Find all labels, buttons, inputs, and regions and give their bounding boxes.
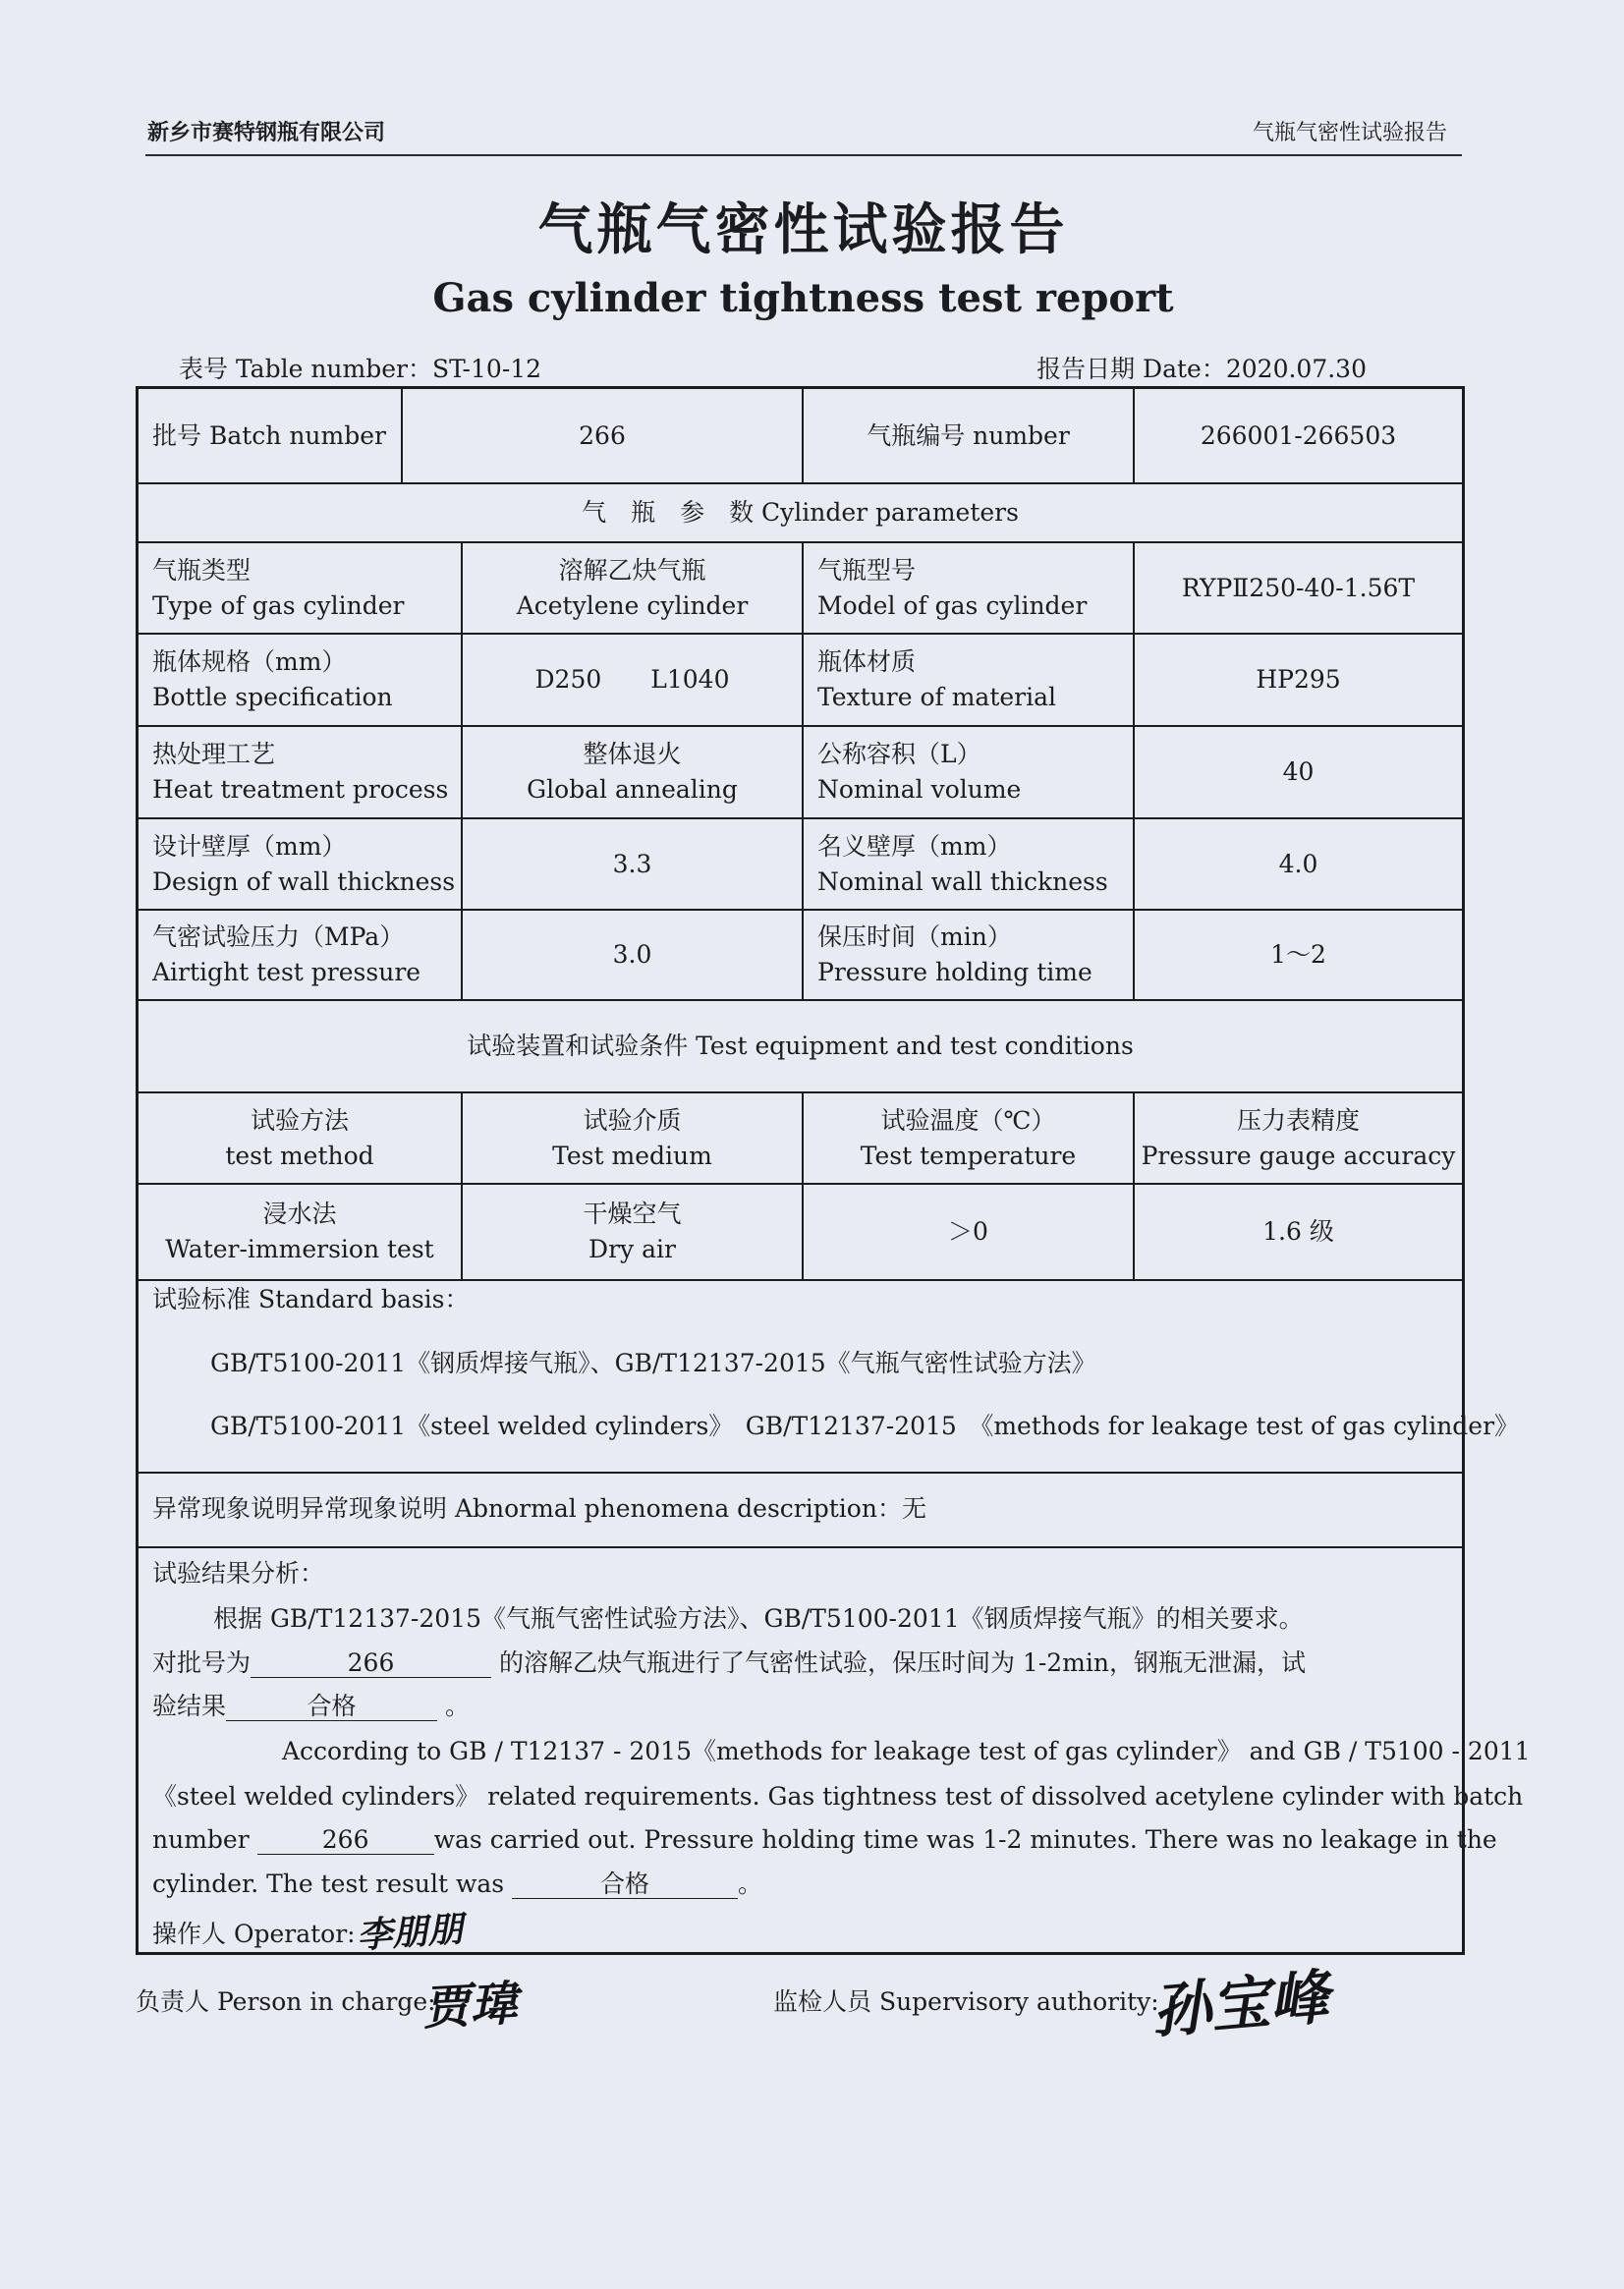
cylinder-number-value: 266001-266503 [1200,420,1397,450]
param-value: 溶解乙炔气瓶 Acetylene cylinder [516,555,749,620]
param-value: 3.0 [612,940,652,969]
param-label: 瓶体材质 Texture of material [817,647,1057,711]
param-value: 整体退火 Global annealing [527,740,738,804]
param-label: 名义壁厚（mm） Nominal wall thickness [817,831,1108,896]
analysis-label: 试验结果分析： [152,1559,325,1588]
supervisor-signature: 孙宝峰 [1148,1963,1332,2047]
conditions-title: 试验装置和试验条件 Test equipment and test conditions [467,1032,1134,1060]
param-value: 1～2 [1270,940,1326,969]
analysis-en-line: number 266 was carried out. Pressure holding time was 1-2 minutes. There was no leakage in the [152,1825,1497,1854]
table-rule [139,1472,1462,1474]
condition-header: 压力表精度 Pressure gauge accuracy [1141,1105,1456,1170]
param-label: 气瓶型号 Model of gas cylinder [817,555,1088,620]
report-date: 报告日期 Date：2020.07.30 [1036,355,1367,383]
analysis-cn-line: 验结果 合格 。 [152,1692,470,1720]
document-type: 气瓶气密性试验报告 [1252,121,1447,145]
condition-value: ＞0 [948,1217,988,1246]
table-number: 表号 Table number：ST-10-12 [179,355,542,383]
analysis-cn-line: 根据 GB/T12137-2015《气瓶气密性试验方法》、GB/T5100-2011《钢质焊接气瓶》的相关要求。 [213,1604,1304,1633]
param-label: 瓶体规格（mm） Bottle specification [152,647,393,711]
title-chinese: 气瓶气密性试验报告 [537,197,1069,262]
param-value: 40 [1282,757,1315,786]
cylinder-number-label: 气瓶编号 number [867,420,1070,450]
analysis-en-line: 《steel welded cylinders》 related requirements. Gas tightness test of dissolved acetylene cylinder with batch [152,1782,1524,1811]
param-value: 4.0 [1278,849,1318,878]
standard-label: 试验标准 Standard basis： [152,1285,470,1313]
header-divider [145,154,1462,156]
company-name: 新乡市赛特钢瓶有限公司 [147,121,386,145]
condition-value: 干燥空气 Dry air [583,1200,682,1263]
person-in-charge-signature: 贾瑋 [420,1976,519,2037]
param-value: D250 L1040 [534,665,730,694]
param-value: HP295 [1256,665,1341,694]
batch-label: 批号 Batch number [152,420,386,450]
param-label: 气密试验压力（MPa） Airtight test pressure [152,922,421,986]
person-in-charge-label: 负责人 Person in charge: [136,1987,436,2016]
analysis-en-line: According to GB / T12137 - 2015《methods for leakage test of gas cylinder》 and GB / T5100 - 2011 [282,1737,1531,1765]
condition-value: 1.6 级 [1262,1217,1334,1246]
param-label: 气瓶类型 Type of gas cylinder [152,555,405,620]
analysis-result-fill: 合格 [512,1870,738,1899]
cylinder-parameters-title: 气 瓶 参 数 Cylinder parameters [582,498,1019,527]
condition-header: 试验方法 test method [225,1105,374,1170]
table-rule [139,1546,1462,1548]
operator-signature: 李朋朋 [355,1908,465,1957]
condition-header: 试验温度（℃） Test temperature [860,1105,1077,1170]
report-table [136,386,1531,1957]
analysis-result-fill: 合格 [226,1693,437,1721]
operator-label: 操作人 Operator: [152,1920,356,1948]
condition-value: 浸水法 Water-immersion test [165,1200,434,1263]
param-label: 设计壁厚（mm） Design of wall thickness [152,831,456,896]
supervisor-label: 监检人员 Supervisory authority: [773,1987,1159,2016]
abnormal-description: 异常现象说明异常现象说明 Abnormal phenomena description：无 [152,1494,926,1523]
condition-header: 试验介质 Test medium [552,1105,712,1170]
analysis-en-line: cylinder. The test result was 合格 。 [152,1870,763,1898]
standard-line-en: GB/T5100-2011《steel welded cylinders》 GB/T12137-2015 《methods for leakage test of gas cylinder》 [210,1412,1520,1440]
param-value: 3.3 [612,849,652,878]
param-value: RYPⅡ250-40-1.56T [1181,573,1416,602]
param-label: 公称容积（L） Nominal volume [817,740,1022,804]
standard-line-cn: GB/T5100-2011《钢质焊接气瓶》、GB/T12137-2015《气瓶气密性试验方法》 [210,1349,1096,1377]
table-rule [139,1279,1462,1281]
batch-value: 266 [579,420,626,450]
param-label: 保压时间（min） Pressure holding time [817,922,1092,986]
analysis-cn-line: 对批号为 266 的溶解乙炔气瓶进行了气密性试验，保压时间为 1-2min，钢瓶无泄漏，试 [152,1648,1306,1677]
title-english: Gas cylinder tightness test report [432,275,1174,321]
analysis-batch-fill: 266 [257,1826,434,1855]
analysis-batch-fill: 266 [251,1649,491,1678]
param-label: 热处理工艺 Heat treatment process [152,740,449,804]
